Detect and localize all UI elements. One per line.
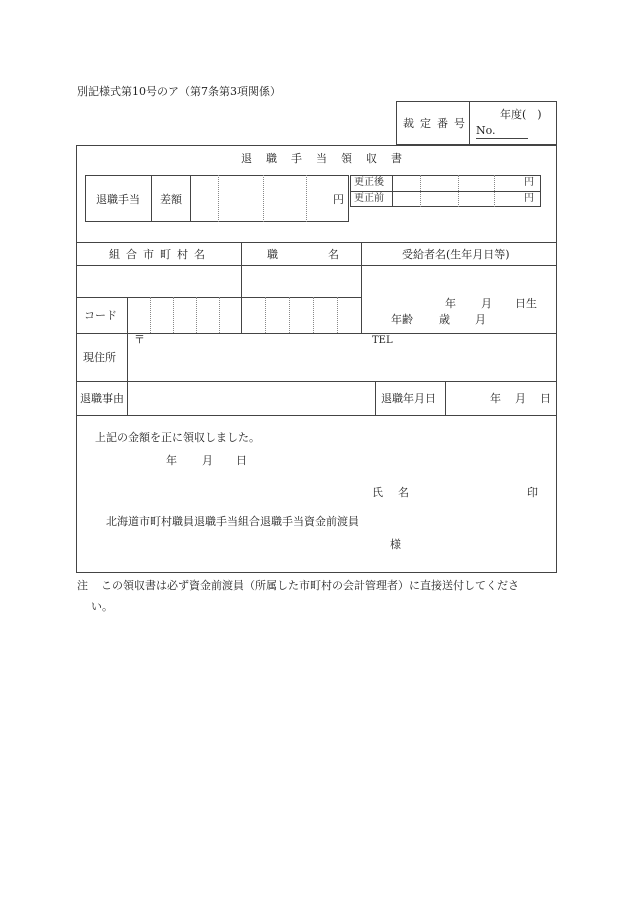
digit-divider xyxy=(218,175,219,222)
digit-divider xyxy=(289,297,290,333)
digit-divider xyxy=(196,297,197,333)
after-correction-label: 更正後 xyxy=(354,177,384,188)
retirement-day: 日 xyxy=(540,392,551,405)
divider xyxy=(76,415,557,416)
divider xyxy=(361,242,362,333)
divider xyxy=(127,297,128,333)
digit-divider xyxy=(494,175,495,207)
honorific: 様 xyxy=(390,538,401,551)
date-day: 日 xyxy=(236,454,247,467)
divider xyxy=(76,242,557,243)
divider xyxy=(76,265,557,266)
divider xyxy=(76,381,557,382)
number-label: No. xyxy=(476,124,496,137)
form-id: 別記様式第10号のア（第7条第3項関係） xyxy=(77,85,281,98)
yen-unit: 円 xyxy=(524,177,534,188)
divider xyxy=(350,191,541,192)
digit-divider xyxy=(458,175,459,207)
tel-label: TEL xyxy=(372,335,393,346)
form-title: 退職手当領収書 xyxy=(241,152,416,165)
note-prefix: 注 xyxy=(77,579,88,592)
digit-divider xyxy=(265,297,266,333)
age-years: 歳 xyxy=(439,313,450,326)
address-label: 現住所 xyxy=(83,351,116,364)
note-line-2: い。 xyxy=(91,600,113,613)
divider xyxy=(241,242,242,333)
note-line-1: この領収書は必ず資金前渡員（所属した市町村の会計管理者）に直接送付してくださ xyxy=(101,579,519,592)
birth-day: 日生 xyxy=(515,297,537,310)
divider xyxy=(127,333,128,415)
code-label: コード xyxy=(84,309,117,322)
recipient-header: 受給者名(生年月日等) xyxy=(402,248,510,261)
digit-divider xyxy=(306,175,307,222)
receipt-statement: 上記の金額を正に領収しました。 xyxy=(95,431,260,444)
divider xyxy=(190,175,191,222)
birth-year: 年 xyxy=(445,297,456,310)
digit-divider xyxy=(219,297,220,333)
digit-divider xyxy=(313,297,314,333)
difference-label: 差額 xyxy=(160,193,182,206)
before-correction-label: 更正前 xyxy=(354,193,384,204)
name-label-b: 名 xyxy=(398,486,409,499)
age-label: 年齢 xyxy=(391,313,413,326)
number-underline xyxy=(476,138,528,139)
seal-mark: 印 xyxy=(527,486,538,499)
digit-divider xyxy=(420,175,421,207)
addressee: 北海道市町村職員退職手当組合退職手当資金前渡員 xyxy=(106,515,359,528)
yen-unit: 円 xyxy=(524,193,534,204)
position-header-b: 名 xyxy=(328,248,339,261)
digit-divider xyxy=(337,297,338,333)
divider xyxy=(375,381,376,415)
postal-mark-icon: 〒 xyxy=(134,333,145,346)
decision-number-label: 裁定番号 xyxy=(403,117,471,130)
divider xyxy=(76,333,557,334)
retirement-reason-label: 退職事由 xyxy=(80,392,124,405)
birth-month: 月 xyxy=(481,297,492,310)
fiscal-year-label: 年度( ) xyxy=(500,108,542,121)
divider xyxy=(151,175,152,222)
retirement-month: 月 xyxy=(515,392,526,405)
date-month: 月 xyxy=(202,454,213,467)
position-header-a: 職 xyxy=(267,248,278,261)
digit-divider xyxy=(173,297,174,333)
divider xyxy=(392,175,393,207)
divider xyxy=(445,381,446,415)
yen-unit: 円 xyxy=(333,193,344,206)
retirement-date-label: 退職年月日 xyxy=(381,392,436,405)
retirement-year: 年 xyxy=(490,392,501,405)
date-year: 年 xyxy=(166,454,177,467)
digit-divider xyxy=(150,297,151,333)
age-months: 月 xyxy=(475,313,486,326)
digit-divider xyxy=(263,175,264,222)
name-label-a: 氏 xyxy=(372,486,383,499)
allowance-label: 退職手当 xyxy=(96,193,140,206)
association-header: 組合市町村名 xyxy=(109,248,211,261)
